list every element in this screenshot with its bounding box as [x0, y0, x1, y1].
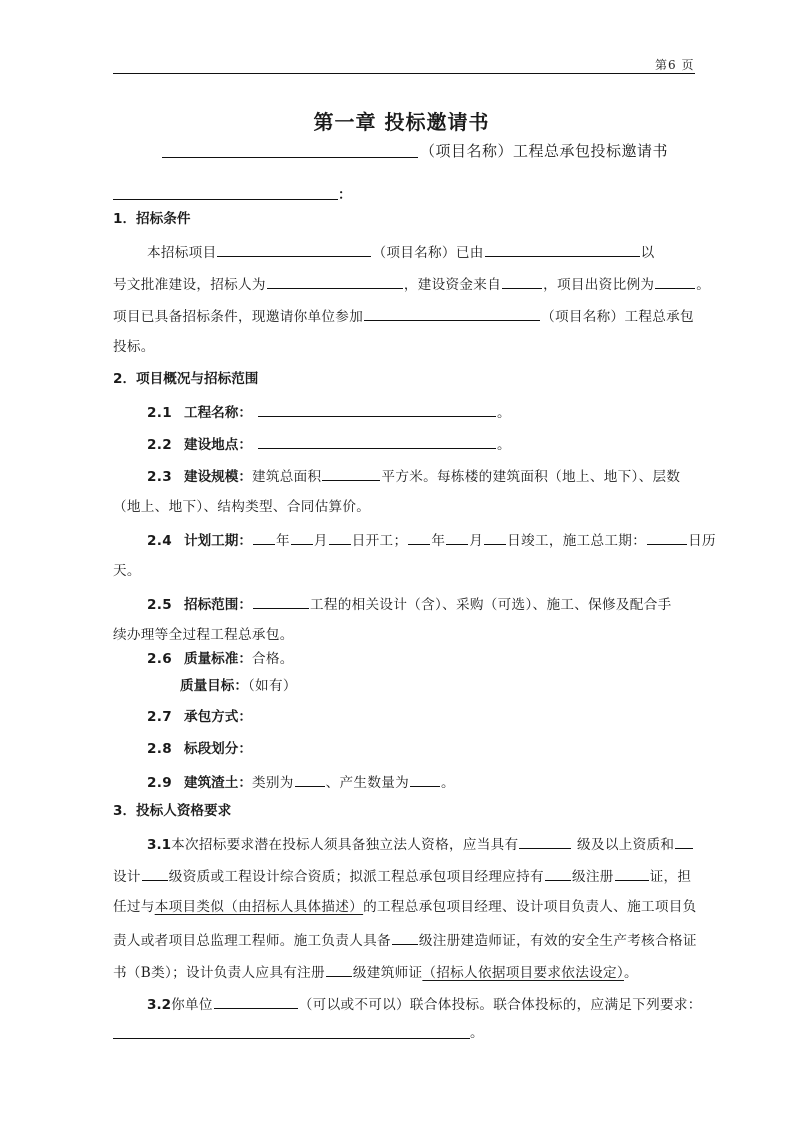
item-text: 月 [469, 533, 484, 549]
p31-text: 设计 [113, 869, 141, 885]
duration-field[interactable] [647, 530, 687, 545]
design-level-field[interactable] [142, 866, 168, 881]
total-area-field[interactable] [322, 466, 380, 481]
s1-text: 项目已具备招标条件，现邀请你单位参加 [113, 309, 364, 325]
item-2-2 [147, 434, 511, 454]
project-name-field-2[interactable] [364, 306, 540, 321]
header-rule [113, 73, 695, 74]
project-name-blank[interactable] [162, 157, 418, 158]
tenderer-field[interactable] [267, 274, 403, 289]
s1-line-4: 投标。 [113, 339, 155, 355]
item-number: 3.2 [147, 997, 172, 1013]
addressee-blank[interactable] [113, 199, 338, 200]
p31-text: 。 [623, 965, 638, 981]
item-number: 2.7 [147, 709, 172, 725]
waste-quantity-field[interactable] [410, 772, 440, 787]
item-2-5 [147, 594, 671, 614]
p31-text: 级及以上资质和 [572, 837, 675, 853]
project-name-field[interactable] [217, 242, 371, 257]
p31-underlined-note: 本项目类似（由招标人具体描述） [154, 899, 364, 915]
s1-text: 本招标项目 [147, 245, 217, 261]
s1-text: ，建设资金来自 [403, 277, 502, 293]
funding-ratio-field[interactable] [655, 274, 695, 289]
page-number: 第6 页 [655, 58, 695, 72]
p31-text: 级注册建造师证，有效的安全生产考核合格证 [418, 933, 697, 949]
p31-underlined-note: （招标人依据项目要求依法设定） [422, 965, 624, 981]
item-number: 2.6 [147, 651, 172, 667]
item-2-4 [147, 530, 716, 550]
item-text: 日历 [688, 533, 716, 549]
item-text: 建筑总面积 [251, 469, 322, 485]
p31-line-2 [113, 866, 691, 886]
end-year-field[interactable] [408, 530, 430, 545]
item-number: 2.8 [147, 741, 172, 757]
p31-line-3 [113, 898, 697, 916]
subtitle: （项目名称）工程总承包投标邀请书 [420, 142, 669, 160]
p31-line-1 [147, 834, 694, 854]
end-month-field[interactable] [446, 530, 468, 545]
p32-text: 你单位 [171, 997, 213, 1013]
item-number: 2.9 [147, 775, 172, 791]
item-label: 质量目标： [180, 678, 248, 694]
item-2-7 [147, 708, 252, 726]
item-text: 类别为 [251, 775, 294, 791]
p31-text: 级建筑师证 [352, 965, 423, 981]
s1-text: 号文批准建设，招标人为 [113, 277, 266, 293]
p31-text: 级注册 [571, 869, 614, 885]
s1-text: 。 [696, 277, 711, 293]
p31-text: 级资质或工程设计综合资质；拟派工程总承包项目经理应持有 [168, 869, 544, 885]
item-2-3 [147, 466, 680, 486]
item-number: 2.1 [147, 405, 172, 421]
item-2-1 [147, 402, 511, 422]
pm-level-field[interactable] [545, 866, 571, 881]
qualification-level-field[interactable] [519, 834, 571, 849]
s1-text: ，项目出资比例为 [543, 277, 655, 293]
s1-line-2 [113, 274, 710, 294]
item-2-9 [147, 772, 455, 792]
project-title-field[interactable] [258, 402, 496, 417]
p31-text: 书（B类）；设计负责人应具有注册 [113, 965, 325, 981]
item-number: 3.1 [147, 837, 172, 853]
end-day-field[interactable] [484, 530, 506, 545]
qualification-type-field[interactable] [675, 834, 693, 849]
section-1-heading: 1．招标条件 [113, 211, 191, 227]
item-2-6 [147, 650, 294, 668]
item-end: 。 [496, 437, 511, 453]
salutation-colon: ： [338, 187, 352, 203]
item-2-4-cont: 天。 [113, 563, 141, 579]
item-end: 。 [496, 405, 511, 421]
item-text: 年 [431, 533, 446, 549]
chapter-title: 第一章 投标邀请书 [313, 110, 490, 134]
item-label: 建设地点： [183, 437, 252, 453]
architect-level-field[interactable] [326, 962, 352, 977]
construction-site-field[interactable] [258, 434, 496, 449]
item-number: 2.2 [147, 437, 172, 453]
s1-line-3 [113, 306, 694, 326]
item-text: 日开工； [351, 533, 408, 549]
p31-text: 证，担 [649, 869, 692, 885]
quality-target-value: （如有） [247, 678, 297, 694]
item-2-6-target [180, 677, 297, 695]
item-number: 2.5 [147, 597, 172, 613]
item-text: 日竣工，施工总工期： [507, 533, 647, 549]
item-label: 工程名称： [183, 405, 252, 421]
item-label: 建筑渣土： [183, 775, 252, 791]
item-label: 质量标准： [183, 651, 252, 667]
s1-text: （项目名称）工程总承包 [541, 309, 694, 325]
consortium-allowed-field[interactable] [214, 994, 298, 1009]
s1-line-1 [147, 242, 655, 262]
item-label: 承包方式： [183, 709, 252, 725]
waste-category-field[interactable] [295, 772, 325, 787]
item-text: 年 [275, 533, 290, 549]
p31-text: 本次招标要求潜在投标人须具备独立法人资格，应当具有 [171, 837, 519, 853]
consortium-requirements-blank[interactable] [113, 1038, 470, 1039]
approval-authority-field[interactable] [485, 242, 640, 257]
p32-text: （可以或不可以）联合体投标。联合体投标的，应满足下列要求： [298, 997, 702, 1013]
p32-line-1 [147, 994, 702, 1014]
p31-line-4 [113, 930, 697, 950]
section-2-heading: 2．项目概况与招标范围 [113, 371, 259, 387]
start-month-field[interactable] [291, 530, 313, 545]
p31-line-5 [113, 962, 638, 982]
item-number: 2.3 [147, 469, 172, 485]
start-day-field[interactable] [329, 530, 351, 545]
scope-field[interactable] [253, 594, 309, 609]
p31-text: 任过与 [113, 899, 155, 915]
item-2-8 [147, 740, 252, 758]
item-2-5-cont: 续办理等全过程工程总承包。 [113, 627, 294, 643]
item-2-3-cont: （地上、地下）、结构类型、合同估算价。 [113, 499, 371, 515]
item-text: 、产生数量为 [325, 775, 410, 791]
quality-standard-value: 合格。 [251, 651, 294, 667]
section-3-heading: 3．投标人资格要求 [113, 803, 232, 819]
p31-text: 的工程总承包项目经理、设计项目负责人、施工项目负 [363, 899, 697, 915]
item-text: 月 [313, 533, 328, 549]
constructor-level-field[interactable] [392, 930, 418, 945]
item-label: 招标范围： [183, 597, 252, 613]
p31-text: 责人或者项目总监理工程师。施工负责人具备 [113, 933, 391, 949]
fund-source-field[interactable] [502, 274, 542, 289]
item-number: 2.4 [147, 533, 172, 549]
item-text: 平方米。每栋楼的建筑面积（地上、地下）、层数 [381, 469, 681, 485]
pm-cert-field[interactable] [615, 866, 649, 881]
item-text: 。 [441, 775, 455, 791]
item-label: 建设规模： [183, 469, 252, 485]
start-year-field[interactable] [253, 530, 275, 545]
item-label: 标段划分： [183, 741, 252, 757]
p32-end: 。 [470, 1025, 484, 1041]
s1-text: 以 [640, 245, 655, 261]
item-text: 工程的相关设计（含）、采购（可选）、施工、保修及配合手 [309, 597, 672, 613]
item-label: 计划工期： [183, 533, 252, 549]
s1-text: （项目名称）已由 [372, 245, 484, 261]
